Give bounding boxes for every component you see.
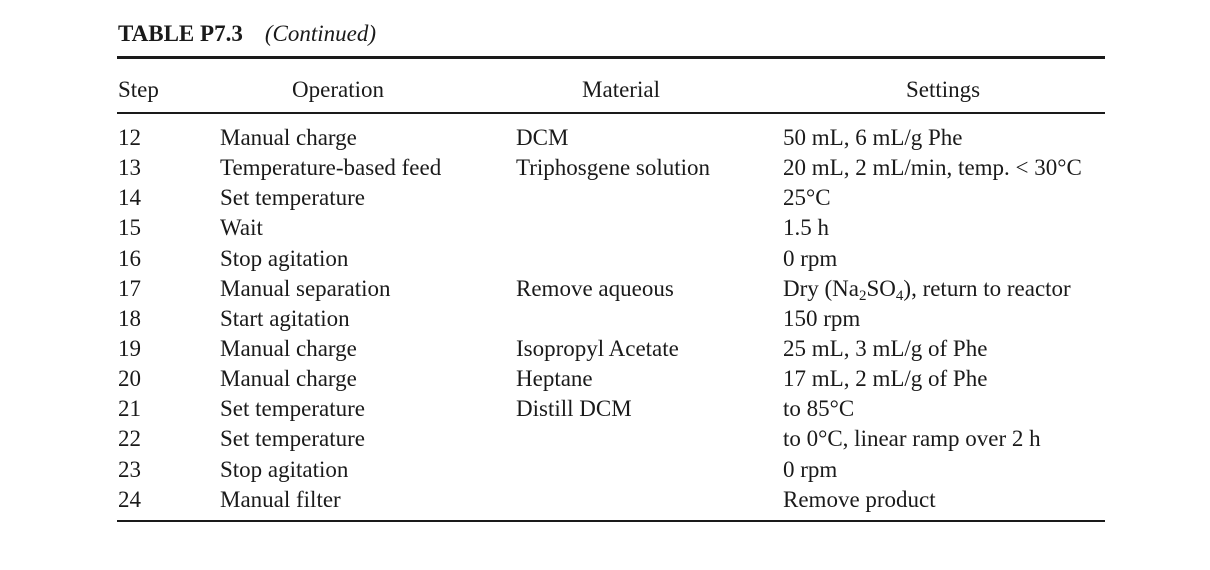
settings-cell: 50 mL, 6 mL/g Phe — [783, 125, 963, 150]
operation-cell: Temperature-based feed — [220, 155, 442, 181]
step-cell: 19 — [118, 335, 141, 361]
table-row — [0, 274, 1210, 304]
table-row — [0, 455, 1210, 485]
table-row — [0, 153, 1210, 183]
subscript-two: 2 — [859, 287, 867, 304]
table-continued-note: (Continued) — [264, 21, 376, 46]
table-row — [0, 213, 1210, 243]
operation-cell: Stop agitation — [220, 456, 349, 482]
settings-cell: to 0°C, linear ramp over 2 h — [783, 426, 1041, 452]
table-label: TABLE P7.3 — [118, 21, 243, 46]
material-cell: Heptane — [516, 366, 593, 392]
settings-cell: 1.5 h — [783, 215, 829, 241]
material-cell: Isopropyl Acetate — [516, 335, 679, 361]
step-cell: 14 — [118, 185, 141, 211]
material-cell: Distill DCM — [516, 396, 632, 422]
table-bottom-rule — [117, 520, 1105, 522]
material-cell: DCM — [516, 125, 569, 150]
operation-cell: Manual charge — [220, 366, 357, 392]
table-row — [0, 304, 1210, 334]
settings-cell: 25°C — [783, 185, 831, 211]
operation-cell: Start agitation — [220, 305, 350, 331]
step-cell: 23 — [118, 456, 141, 482]
settings-cell: 0 rpm — [783, 245, 838, 271]
operation-cell: Manual filter — [220, 486, 341, 512]
operation-cell: Set temperature — [220, 185, 365, 211]
step-cell: 24 — [118, 486, 141, 512]
settings-cell — [783, 274, 1071, 304]
settings-text-pre: Dry (Na — [783, 275, 859, 301]
operation-cell: Wait — [220, 215, 263, 241]
settings-text-post: ), return to reactor — [903, 275, 1071, 301]
settings-cell: 25 mL, 3 mL/g of Phe — [783, 335, 988, 361]
header-step: Step — [118, 77, 159, 102]
table-row — [0, 364, 1210, 394]
step-cell: 18 — [118, 305, 141, 331]
table-top-rule — [117, 56, 1105, 59]
table-row — [0, 485, 1210, 515]
operation-cell: Manual charge — [220, 335, 357, 361]
table-header-rule — [117, 112, 1105, 114]
material-cell: Triphosgene solution — [516, 155, 711, 181]
step-cell: 12 — [118, 125, 141, 150]
settings-cell: 150 rpm — [783, 305, 861, 331]
table-header-row — [0, 74, 1210, 106]
step-cell: 13 — [118, 155, 141, 181]
table-row — [0, 424, 1210, 454]
header-operation: Operation — [292, 77, 384, 102]
step-cell: 22 — [118, 426, 141, 452]
table-row — [0, 244, 1210, 274]
table-body — [0, 123, 1210, 515]
step-cell: 16 — [118, 245, 141, 271]
operation-cell: Set temperature — [220, 396, 365, 422]
operation-cell: Manual charge — [220, 125, 357, 150]
step-cell: 15 — [118, 215, 141, 241]
header-settings: Settings — [905, 77, 981, 102]
settings-cell: 20 mL, 2 mL/min, temp. < 30°C — [783, 155, 1082, 181]
header-material: Material — [582, 77, 660, 102]
table-row — [0, 123, 1210, 153]
settings-cell: 17 mL, 2 mL/g of Phe — [783, 366, 988, 392]
step-cell: 17 — [118, 275, 141, 301]
table-row — [0, 334, 1210, 364]
step-cell: 20 — [118, 366, 141, 392]
settings-cell: to 85°C — [783, 396, 855, 422]
subscript-four: 4 — [895, 287, 904, 304]
settings-cell: 0 rpm — [783, 456, 838, 482]
operation-cell: Stop agitation — [220, 245, 349, 271]
operation-cell: Manual separation — [220, 275, 391, 301]
step-cell: 21 — [118, 396, 141, 422]
material-cell: Remove aqueous — [516, 275, 674, 301]
settings-cell: Remove product — [783, 486, 936, 512]
table-row — [0, 183, 1210, 213]
operation-cell: Set temperature — [220, 426, 365, 452]
settings-text-mid: SO — [866, 275, 896, 301]
table-caption — [118, 18, 376, 50]
table-row — [0, 394, 1210, 424]
